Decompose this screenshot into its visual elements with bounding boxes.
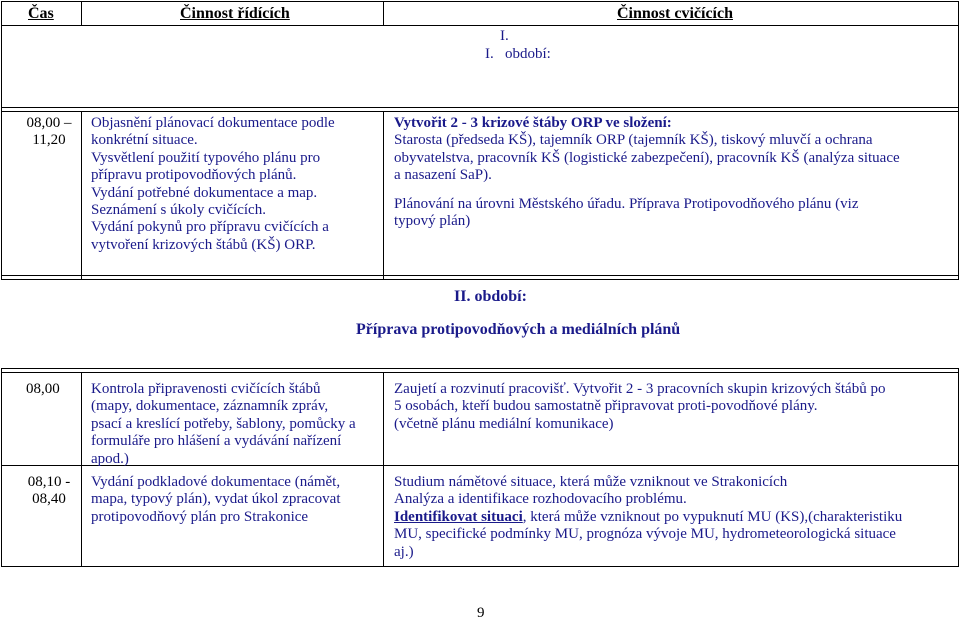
header-exercising: Činnost cvičících	[617, 5, 733, 22]
row3-leading	[91, 474, 341, 526]
row1-exercising-line: typový plán)	[394, 213, 471, 230]
row2-leading-line: psací a kreslící potřeby, šablony, pomůcky a	[91, 415, 356, 432]
row1-time-line: 11,20	[32, 132, 66, 149]
row3-exercising-line: MU, specifické podmínky MU, prognóza vývoje MU, hydrometeorologická situace	[394, 526, 896, 543]
row2-exercising	[394, 381, 885, 433]
row1-exercising-line: Starosta (předseda KŠ), tajemník ORP (tajemník KŠ), tiskový mluvčí a ochrana	[394, 132, 873, 149]
table2-bottom-rule	[1, 566, 959, 567]
header-time: Čas	[28, 5, 54, 22]
row1-leading-line: Seznámení s úkoly cvičících.	[91, 202, 266, 219]
table2-col-sep-2	[383, 372, 384, 567]
row3-exercising-rest: , která může vzniknout po vypuknutí MU (KS),(charakteristiku	[522, 508, 903, 525]
row1-exercising-line: obyvatelstva, pracovník KŠ (logistické zabezpečení), pracovník KŠ (analýza situace	[394, 149, 900, 166]
row3-leading-line: Vydání podkladové dokumentace (námět,	[91, 474, 341, 490]
period1-roman: I.	[500, 28, 509, 44]
table2-col-sep-1	[81, 372, 82, 567]
row1-leading-line: Vysvětlení použití typového plánu pro	[91, 149, 321, 166]
table-right-rule	[958, 1, 959, 280]
row1-exercising-line: a nasazení SaP).	[394, 167, 492, 184]
header-col-sep-1	[81, 1, 82, 26]
row3-exercising-line: Analýza a identifikace rozhodovacího problému.	[394, 491, 687, 508]
row1-bottom-rule	[1, 275, 959, 276]
row2-exercising-line: Zaujetí a rozvinutí pracovišť. Vytvořit 2 - 3 pracovních skupin krizových štábů po	[394, 381, 886, 397]
row2-time: 08,00	[26, 381, 60, 397]
table2-left-rule	[1, 368, 2, 567]
period1-bottom-rule	[1, 111, 959, 112]
table2-right-rule	[958, 368, 959, 567]
row2-leading-line: (mapy, dokumentace, záznamník zpráv,	[91, 398, 329, 415]
row3-exercising-line: aj.)	[394, 543, 414, 560]
row1-exercising-line: Plánování na úrovni Městského úřadu. Příprava Protipovodňového plánu (viz	[394, 195, 859, 212]
row2-leading-line: Kontrola připravenosti cvičících štábů	[91, 381, 321, 397]
row1-leading-line: přípravu protipovodňových plánů.	[91, 167, 297, 184]
row2-leading-line: apod.)	[91, 450, 129, 467]
row1-col-sep-1	[81, 111, 82, 280]
row1-leading-line: vytvoření krizových štábů (KŠ) ORP.	[91, 236, 316, 253]
header-bottom-rule	[1, 25, 959, 26]
table-top-rule	[1, 1, 959, 2]
row2-exercising-line: (včetně plánu mediální komunikace)	[394, 415, 614, 432]
table2-top-rule-2	[1, 372, 959, 373]
row2-leading	[91, 381, 356, 468]
period1-label: I. období:	[485, 46, 551, 62]
row3-exercising	[394, 474, 902, 561]
row1-leading-line: Vydání potřebné dokumentace a map.	[91, 184, 318, 201]
row1-col-sep-2	[383, 111, 384, 280]
row3-time-line: 08,10 -	[27, 474, 71, 490]
row1-time-line: 08,00 –	[26, 115, 72, 131]
row1-leading-line: konkrétní situace.	[91, 132, 198, 149]
row2-exercising-line: 5 osobách, kteří budou samostatně připravovat proti-povodňové plány.	[394, 398, 818, 415]
page-number: 9	[477, 605, 485, 621]
row3-time	[24, 474, 74, 509]
identify-situation-emphasis: Identifikovat situaci	[394, 508, 523, 525]
row3-exercising-line	[394, 509, 902, 526]
row3-exercising-line: Studium námětové situace, která může vzniknout ve Strakonicích	[394, 474, 788, 490]
period1-top-rule	[1, 107, 959, 108]
row1-leading	[91, 115, 335, 254]
table2-top-rule	[1, 368, 959, 369]
header-col-sep-2	[383, 1, 384, 26]
row2-leading-line: formuláře pro hlášení a vydávání nařízení	[91, 433, 342, 450]
row3-leading-line: mapa, typový plán), vydat úkol zpracovat	[91, 491, 341, 508]
row1-exercising	[394, 115, 900, 230]
row3-leading-line: protipovodňový plán pro Strakonice	[91, 508, 309, 525]
row1-leading-line: Vydání pokynů pro přípravu cvičících a	[91, 219, 329, 236]
table-left-rule	[1, 1, 2, 280]
row1-leading-line: Objasnění plánovací dokumentace podle	[91, 115, 335, 131]
row1-exercising-title: Vytvořit 2 - 3 krizové štáby ORP ve složení:	[394, 115, 672, 131]
header-leading: Činnost řídících	[180, 5, 290, 22]
period2-label: II. období:	[454, 288, 527, 305]
period2-title: Příprava protipovodňových a mediálních plánů	[356, 321, 681, 338]
row1-bottom-rule-2	[1, 279, 959, 280]
row3-time-line: 08,40	[32, 491, 66, 508]
row1-time	[24, 115, 74, 150]
